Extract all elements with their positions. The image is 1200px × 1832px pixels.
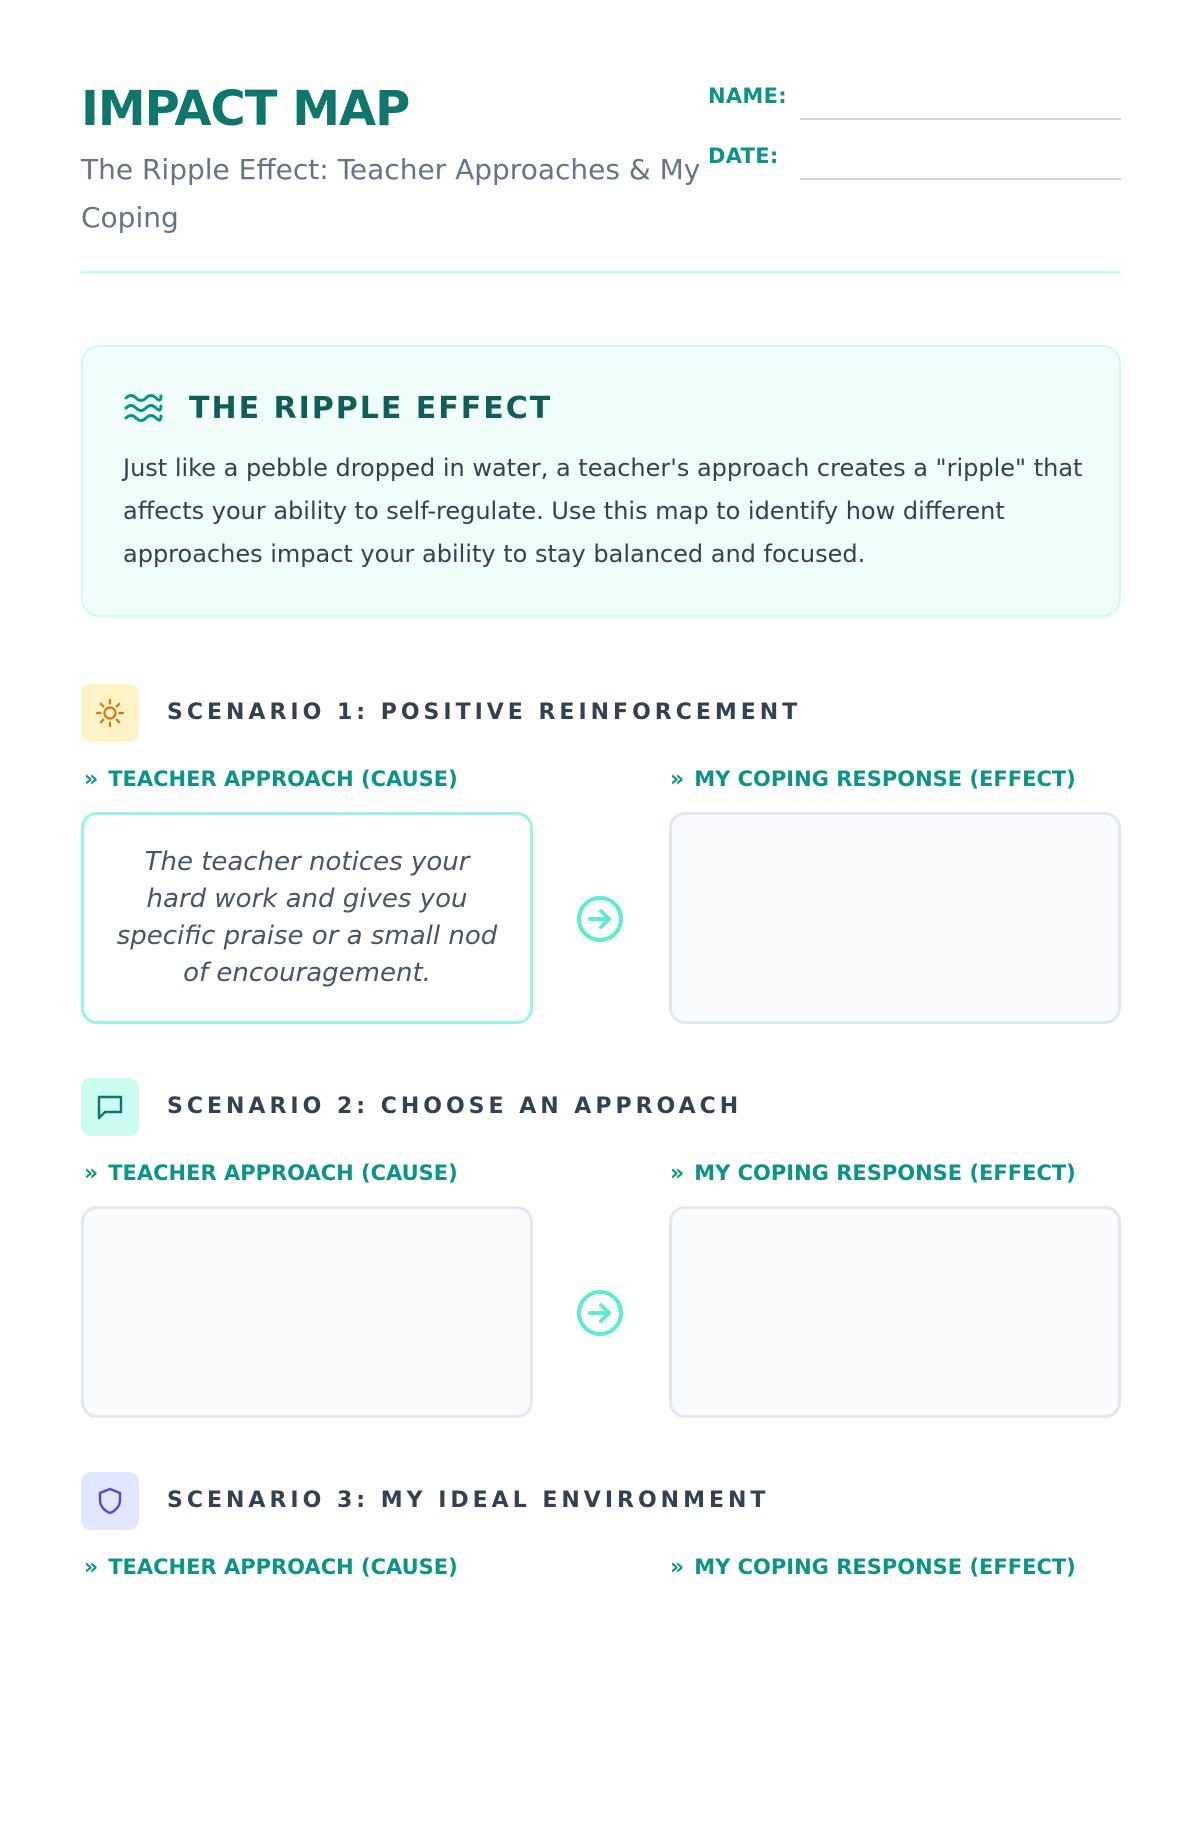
name-label: NAME:: [708, 84, 787, 108]
scenario-2-effect-input[interactable]: [669, 1206, 1121, 1418]
scenario-3-title: SCENARIO 3: MY IDEAL ENVIRONMENT: [167, 1488, 770, 1513]
scenario-3-effect-label: [670, 1552, 1076, 1583]
arrow-circle-right-icon: [575, 894, 625, 944]
scenario-2-effect-label: [670, 1158, 1076, 1189]
date-field[interactable]: [708, 144, 1121, 188]
ripple-heading: THE RIPPLE EFFECT: [189, 391, 553, 426]
effect-label-text: MY COPING RESPONSE (EFFECT): [694, 767, 1076, 791]
scenario-2: [81, 1078, 1121, 1438]
chevrons-right-icon: »: [84, 1555, 99, 1580]
page-subtitle: The Ripple Effect: Teacher Approaches & My Coping: [81, 153, 701, 234]
scenario-1-effect-label: [670, 764, 1076, 795]
chevrons-right-icon: »: [670, 1161, 685, 1186]
date-label: DATE:: [708, 144, 779, 168]
cause-label-text: TEACHER APPROACH (CAUSE): [108, 1555, 458, 1579]
header-divider: [81, 271, 1121, 274]
scenario-1-cause-text: The teacher notices your hard work and gives you specific praise or a small nod of encouragement.: [116, 847, 498, 988]
shield-icon: [94, 1485, 126, 1517]
chevrons-right-icon: »: [670, 767, 685, 792]
chevrons-right-icon: »: [670, 1555, 685, 1580]
chevrons-right-icon: »: [84, 1161, 99, 1186]
scenario-2-badge: [81, 1078, 139, 1136]
scenario-3-badge: [81, 1472, 139, 1530]
ripple-description: Just like a pebble dropped in water, a teacher's approach creates a "ripple" that affects your ability to self-regulate. Use this map to identify how different approaches impact your ability to stay balanced and focused.: [123, 454, 1083, 568]
scenario-2-cause-input[interactable]: [81, 1206, 533, 1418]
arrow-circle-right-icon: [575, 1288, 625, 1338]
scenario-3-cause-label: [84, 1552, 458, 1583]
sun-icon: [94, 697, 126, 729]
chat-icon: [94, 1091, 126, 1123]
name-input-line[interactable]: [800, 118, 1121, 120]
cause-label-text: TEACHER APPROACH (CAUSE): [108, 767, 458, 791]
effect-label-text: MY COPING RESPONSE (EFFECT): [694, 1555, 1076, 1579]
waves-icon: [123, 391, 163, 425]
effect-label-text: MY COPING RESPONSE (EFFECT): [694, 1161, 1076, 1185]
scenario-2-title: SCENARIO 2: CHOOSE AN APPROACH: [167, 1094, 743, 1119]
scenario-1-cause-label: [84, 764, 458, 795]
scenario-3: [81, 1472, 1121, 1832]
cause-label-text: TEACHER APPROACH (CAUSE): [108, 1161, 458, 1185]
scenario-1-title: SCENARIO 1: POSITIVE REINFORCEMENT: [167, 700, 802, 725]
scenario-1-cause-box: [81, 812, 533, 1024]
scenario-1-effect-input[interactable]: [669, 812, 1121, 1024]
page-title: IMPACT MAP: [81, 81, 410, 137]
ripple-effect-callout: [81, 345, 1121, 617]
name-field[interactable]: [708, 84, 1121, 128]
scenario-1: [81, 684, 1121, 1044]
scenario-1-badge: [81, 684, 139, 742]
worksheet-page: [81, 0, 1121, 1600]
scenario-2-cause-label: [84, 1158, 458, 1189]
date-input-line[interactable]: [800, 178, 1121, 180]
chevrons-right-icon: »: [84, 767, 99, 792]
page-header: [81, 78, 1121, 278]
